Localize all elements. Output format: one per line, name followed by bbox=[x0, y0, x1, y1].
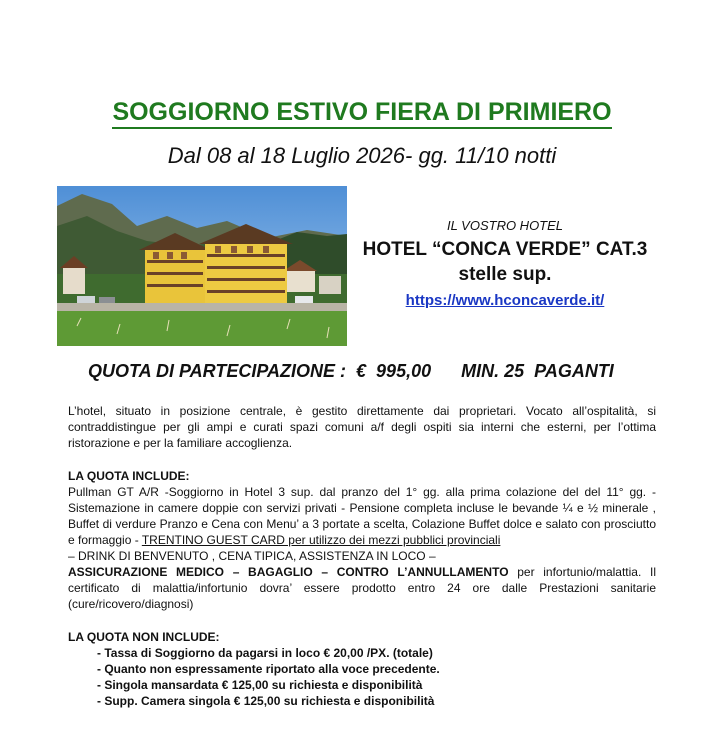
includes-text: Pullman GT A/R -Soggiorno in Hotel 3 sup. dal pranzo del 1° gg. alla prima colazione del del 11° gg. - Sistemazione in camere doppie con servizi privati - Pensione completa incluse le bevande ¼ e ½ minerale , Buffet di verdure Pranzo e Cena con Menu’ a 3 portate a scelta, Colazione Buffet dolce e salato con prosciutto e formaggio - bbox=[68, 485, 656, 547]
page-title-text: SOGGIORNO ESTIVO FIERA DI PRIMIERO bbox=[112, 98, 611, 129]
hotel-website-link[interactable]: https://www.hconcaverde.it/ bbox=[405, 292, 605, 309]
page-title bbox=[0, 98, 724, 127]
excludes-item: - Singola mansardata € 125,00 su richiesta e disponibilità bbox=[97, 678, 423, 692]
hotel-photo bbox=[57, 186, 347, 346]
hotel-intro: IL VOSTRO HOTEL bbox=[446, 218, 564, 233]
trip-dates: Dal 08 al 18 Luglio 2026- gg. 11/10 notti bbox=[167, 143, 557, 168]
price-value: € 995,00 bbox=[356, 361, 432, 381]
price-line bbox=[88, 361, 614, 382]
hotel-description: L’hotel, situato in posizione centrale, è gestito direttamente dai proprietari. Vocato all’ospitalità, si contraddistingue per gli ampi e curati spazi comuni a/f degli ospiti sia interni che esterni, per l’ottima ristorazione e per la familiare accoglienza. bbox=[68, 404, 656, 450]
guest-card: TRENTINO GUEST CARD per utilizzo dei mezzi pubblici provinciali bbox=[141, 533, 501, 547]
includes-heading: LA QUOTA INCLUDE: bbox=[68, 469, 190, 483]
min-participants: MIN. 25 PAGANTI bbox=[461, 361, 614, 381]
includes-extras: – DRINK DI BENVENUTO , CENA TIPICA, ASSISTENZA IN LOCO – bbox=[68, 549, 436, 563]
includes-details bbox=[68, 484, 656, 548]
hotel-photo-illustration bbox=[57, 186, 347, 346]
hotel-name: HOTEL “CONCA VERDE” CAT.3 bbox=[362, 239, 648, 260]
price-label: QUOTA DI PARTECIPAZIONE : bbox=[88, 361, 347, 381]
insurance-title: ASSICURAZIONE MEDICO – BAGAGLIO – CONTRO L’ANNULLAMENTO bbox=[68, 565, 509, 579]
insurance-info bbox=[68, 564, 656, 612]
excludes-item: - Quanto non espressamente riportato alla voce precedente. bbox=[97, 662, 440, 676]
excludes-heading: LA QUOTA NON INCLUDE: bbox=[68, 630, 220, 644]
hotel-category: stelle sup. bbox=[458, 264, 552, 285]
insurance-text: per infortunio/malattia. Il certificato di malattia/infortunio dovra’ essere prodotto entro 24 ore dalle Prestazioni sanitarie (cure/ricovero/diagnosi) bbox=[68, 565, 656, 611]
excludes-item: - Tassa di Soggiorno da pagarsi in loco € 20,00 /PX. (totale) bbox=[97, 646, 433, 660]
hotel-info bbox=[360, 218, 650, 310]
excludes-item: - Supp. Camera singola € 125,00 su richiesta e disponibilità bbox=[97, 694, 435, 708]
